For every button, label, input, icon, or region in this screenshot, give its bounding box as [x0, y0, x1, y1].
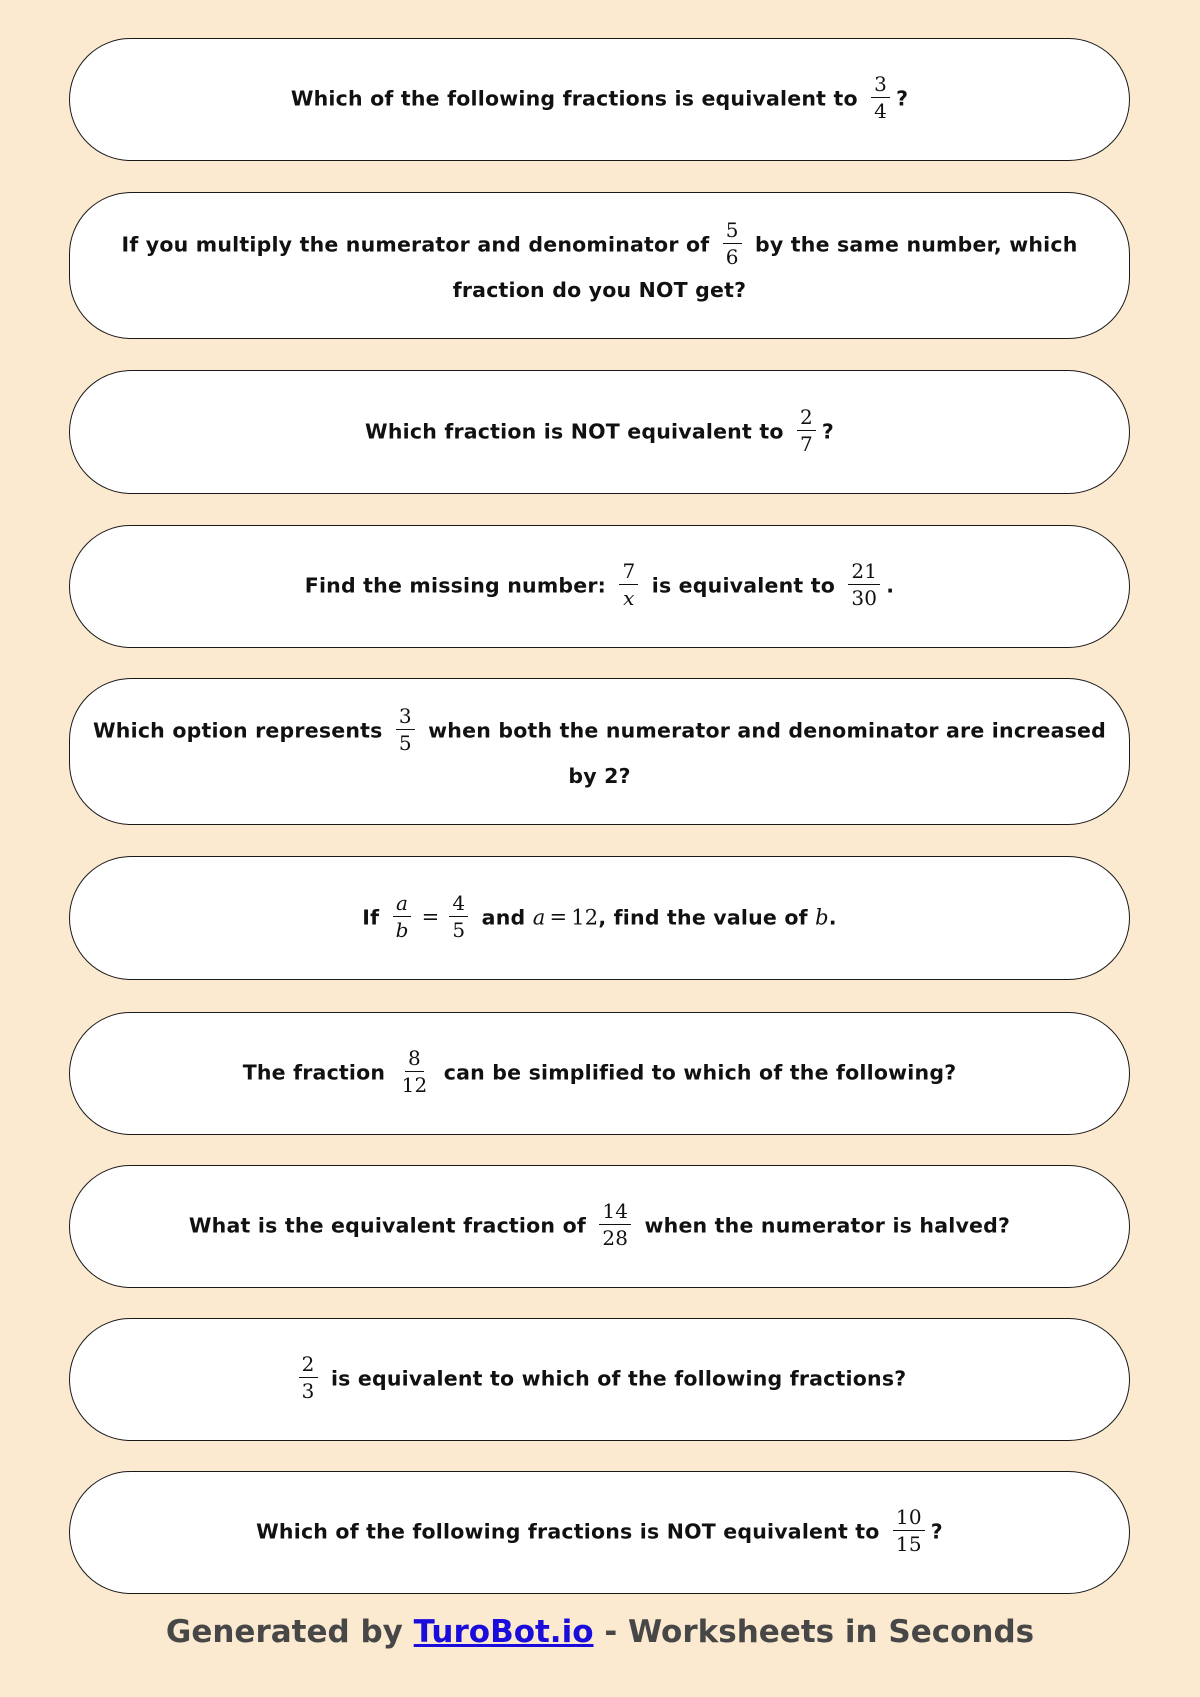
equals-sign: = [421, 905, 440, 929]
fraction-numerator: 8 [405, 1047, 424, 1072]
fraction-denominator: 30 [851, 586, 878, 610]
question-6-middle: and [481, 905, 526, 929]
question-text-9 [293, 1352, 907, 1404]
question-card-9 [69, 1318, 1130, 1441]
turobot-link[interactable]: TuroBot.io [413, 1614, 594, 1650]
fraction-numerator: 10 [893, 1506, 925, 1531]
variable-a: a [532, 905, 546, 929]
question-8-suffix: when the numerator is halved? [644, 1213, 1011, 1238]
fraction-denominator: 12 [401, 1073, 428, 1097]
question-card-4 [69, 525, 1130, 648]
fraction [723, 219, 742, 268]
question-4-middle: is equivalent to [651, 573, 836, 598]
question-9-suffix: is equivalent to which of the following fractions? [330, 1366, 907, 1391]
question-4-suffix: . [886, 573, 895, 598]
fraction [299, 1353, 318, 1402]
fraction [399, 1047, 431, 1096]
fraction-numerator: a [393, 892, 411, 917]
fraction [848, 560, 880, 609]
question-4-text: Find the missing number: [304, 573, 607, 598]
question-text-1 [290, 72, 909, 124]
question-10-suffix: ? [930, 1519, 943, 1544]
fraction [393, 892, 412, 941]
fraction-denominator: 5 [398, 730, 412, 755]
question-card-7 [69, 1012, 1130, 1135]
question-8-text: What is the equivalent fraction of [188, 1213, 586, 1238]
question-3-text: Which fraction is NOT equivalent to [365, 419, 784, 443]
question-5-suffix: when both the numerator and denominator are increased [428, 718, 1106, 742]
fraction-denominator: b [395, 917, 409, 942]
question-1-suffix: ? [896, 86, 909, 111]
question-card-2 [69, 192, 1130, 339]
fraction-denominator: 5 [452, 917, 466, 942]
question-5-line2: by 2? [568, 763, 631, 788]
question-text-3 [365, 404, 834, 457]
question-card-8 [69, 1165, 1130, 1288]
question-2-line2: fraction do you NOT get? [452, 277, 747, 302]
fraction-denominator: 7 [799, 431, 813, 456]
fraction-numerator: 4 [449, 892, 468, 917]
footer-suffix: - Worksheets in Seconds [604, 1614, 1035, 1650]
equals-sign: = [549, 905, 568, 929]
question-card-10 [69, 1471, 1130, 1594]
question-6-middle2: , find the value of [598, 905, 808, 929]
fraction-denominator: 4 [874, 99, 888, 123]
question-card-1 [69, 38, 1130, 161]
question-7-text: The fraction [242, 1060, 386, 1085]
fraction [396, 705, 415, 754]
question-card-5 [69, 678, 1130, 825]
fraction [893, 1506, 925, 1555]
question-1-text: Which of the following fractions is equivalent to [290, 86, 858, 111]
fraction-denominator: 15 [895, 1532, 922, 1556]
question-6-text: If [362, 905, 380, 929]
question-card-3 [69, 370, 1130, 494]
value-a: 12 [571, 905, 599, 929]
fraction-numerator: 21 [848, 560, 880, 585]
fraction-numerator: 7 [619, 560, 638, 585]
fraction-denominator: x [623, 586, 635, 610]
footer-prefix: Generated by [165, 1614, 403, 1650]
fraction-numerator: 3 [396, 705, 415, 730]
question-2-text: If you multiply the numerator and denominator of [121, 232, 710, 256]
question-card-6 [69, 856, 1130, 980]
question-10-text: Which of the following fractions is NOT equivalent to [256, 1519, 880, 1544]
fraction [599, 1200, 631, 1249]
variable-b: b [815, 905, 829, 929]
question-text-8 [188, 1199, 1011, 1251]
fraction-denominator: 3 [301, 1379, 315, 1403]
question-text-10 [256, 1505, 943, 1557]
fraction-numerator: 3 [871, 73, 890, 98]
fraction-numerator: 5 [723, 219, 742, 244]
question-text-6 [362, 890, 837, 943]
question-5-text: Which option represents [93, 718, 383, 742]
fraction [449, 892, 468, 941]
question-7-suffix: can be simplified to which of the following? [443, 1060, 957, 1085]
question-text-5 [93, 703, 1106, 797]
question-3-suffix: ? [821, 419, 834, 443]
fraction [871, 73, 890, 122]
fraction-numerator: 2 [299, 1353, 318, 1378]
question-6-suffix: . [828, 905, 837, 929]
footer [0, 1614, 1200, 1650]
question-text-7 [242, 1046, 957, 1098]
fraction-denominator: 6 [725, 244, 739, 269]
question-2-suffix: by the same number, which [755, 232, 1078, 256]
fraction [797, 406, 816, 455]
fraction-numerator: 14 [599, 1200, 631, 1225]
fraction-numerator: 2 [797, 406, 816, 431]
fraction [619, 560, 638, 609]
question-text-4 [304, 559, 895, 611]
fraction-denominator: 28 [602, 1226, 629, 1250]
question-text-2 [121, 217, 1078, 311]
